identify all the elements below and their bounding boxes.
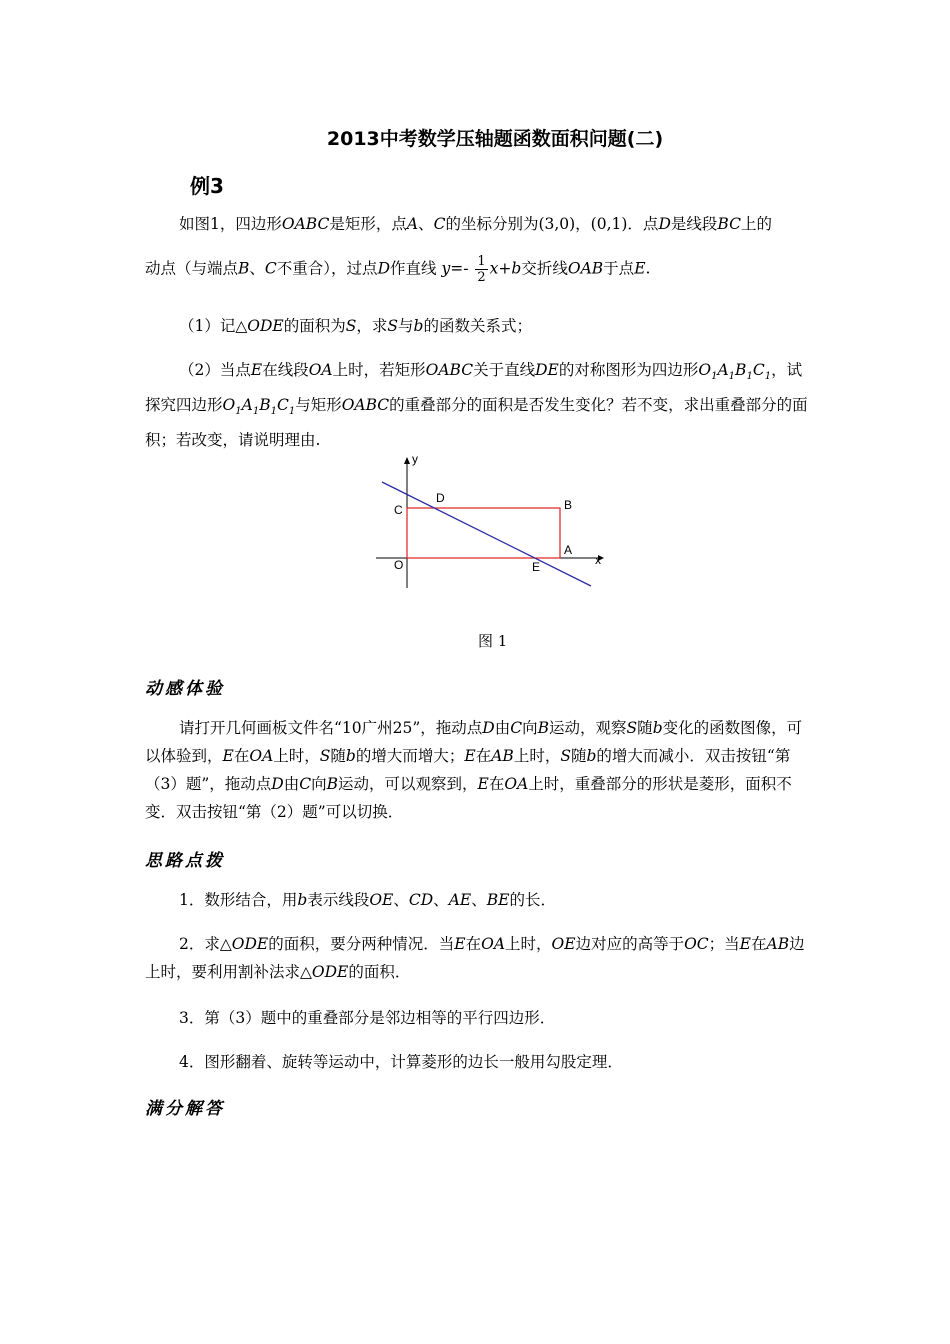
section-heading-full-solution: 满分解答 xyxy=(145,1099,225,1119)
hint-1: 1．数形结合，用b表示线段OE、CD、AE、BE的长． xyxy=(179,891,556,909)
label-o: O xyxy=(394,558,404,572)
fraction-one-half: $\frac{1}{2}$ xyxy=(477,254,486,285)
label-e: E xyxy=(532,560,541,574)
question-1: （1）记△ODE的面积为S，求S与b的函数关系式； xyxy=(179,317,532,335)
problem-statement-line2: 动点（与端点B、C不重合），过点D作直线 y=- $\frac{1}{2}$ x+b交折线OAB于点E. xyxy=(145,254,651,285)
y-axis-arrow xyxy=(404,457,410,464)
hint-2: 2．求△ODE的面积，要分两种情况．当E在OA上时，OE边对应的高等于OC；当E在AB边上时，要利用割补法求△ODE的面积． xyxy=(145,935,805,981)
hint-3: 3．第（3）题中的重叠部分是邻边相等的平行四边形． xyxy=(179,1009,556,1027)
label-d: D xyxy=(436,491,445,505)
label-c: C xyxy=(394,503,403,517)
section-heading-dynamic-experience: 动感体验 xyxy=(145,679,225,699)
section-heading-hints: 思路点拨 xyxy=(145,851,225,871)
section-dynamic-experience-text: 请打开几何画板文件名“10广州25”，拖动点D由C向B运动，观察S随b变化的函数图像，可以体验到，E在OA上时，S随b的增大而增大；E在AB上时，S随b的增大而减小．双击按钮“第（3）题”，拖动点D由C向B运动，可以观察到，E在OA上时，重叠部分的形状是菱形，面积不变．双击按钮“第（2）题”可以切换． xyxy=(145,719,803,821)
label-x: x xyxy=(595,553,601,567)
example-label: 例3 xyxy=(190,174,224,198)
hint-4: 4．图形翻着、旋转等运动中，计算菱形的边长一般用勾股定理． xyxy=(179,1053,623,1071)
figure-caption: 图 1 xyxy=(478,632,508,650)
label-b: B xyxy=(564,498,573,512)
page-title: 2013中考数学压轴题函数面积问题(二) xyxy=(326,128,664,150)
problem-statement: 如图1，四边形OABC是矩形，点A、C的坐标分别为(3,0)，(0,1)．点D是线段BC上的 xyxy=(179,215,772,233)
question-2: （2）当点E在线段OA上时，若矩形OABC关于直线DE的对称图形为四边形$O_1A_1B_1C_1$，试探究四边形$O_1A_1B_1C_1$与矩形OABC的重叠部分的面积是否发生变化？若不变，求出重叠部分的面积；若改变，请说明理由. xyxy=(145,361,808,450)
label-y: y xyxy=(412,452,418,466)
label-a: A xyxy=(564,543,573,557)
figure-1-diagram xyxy=(370,448,610,598)
